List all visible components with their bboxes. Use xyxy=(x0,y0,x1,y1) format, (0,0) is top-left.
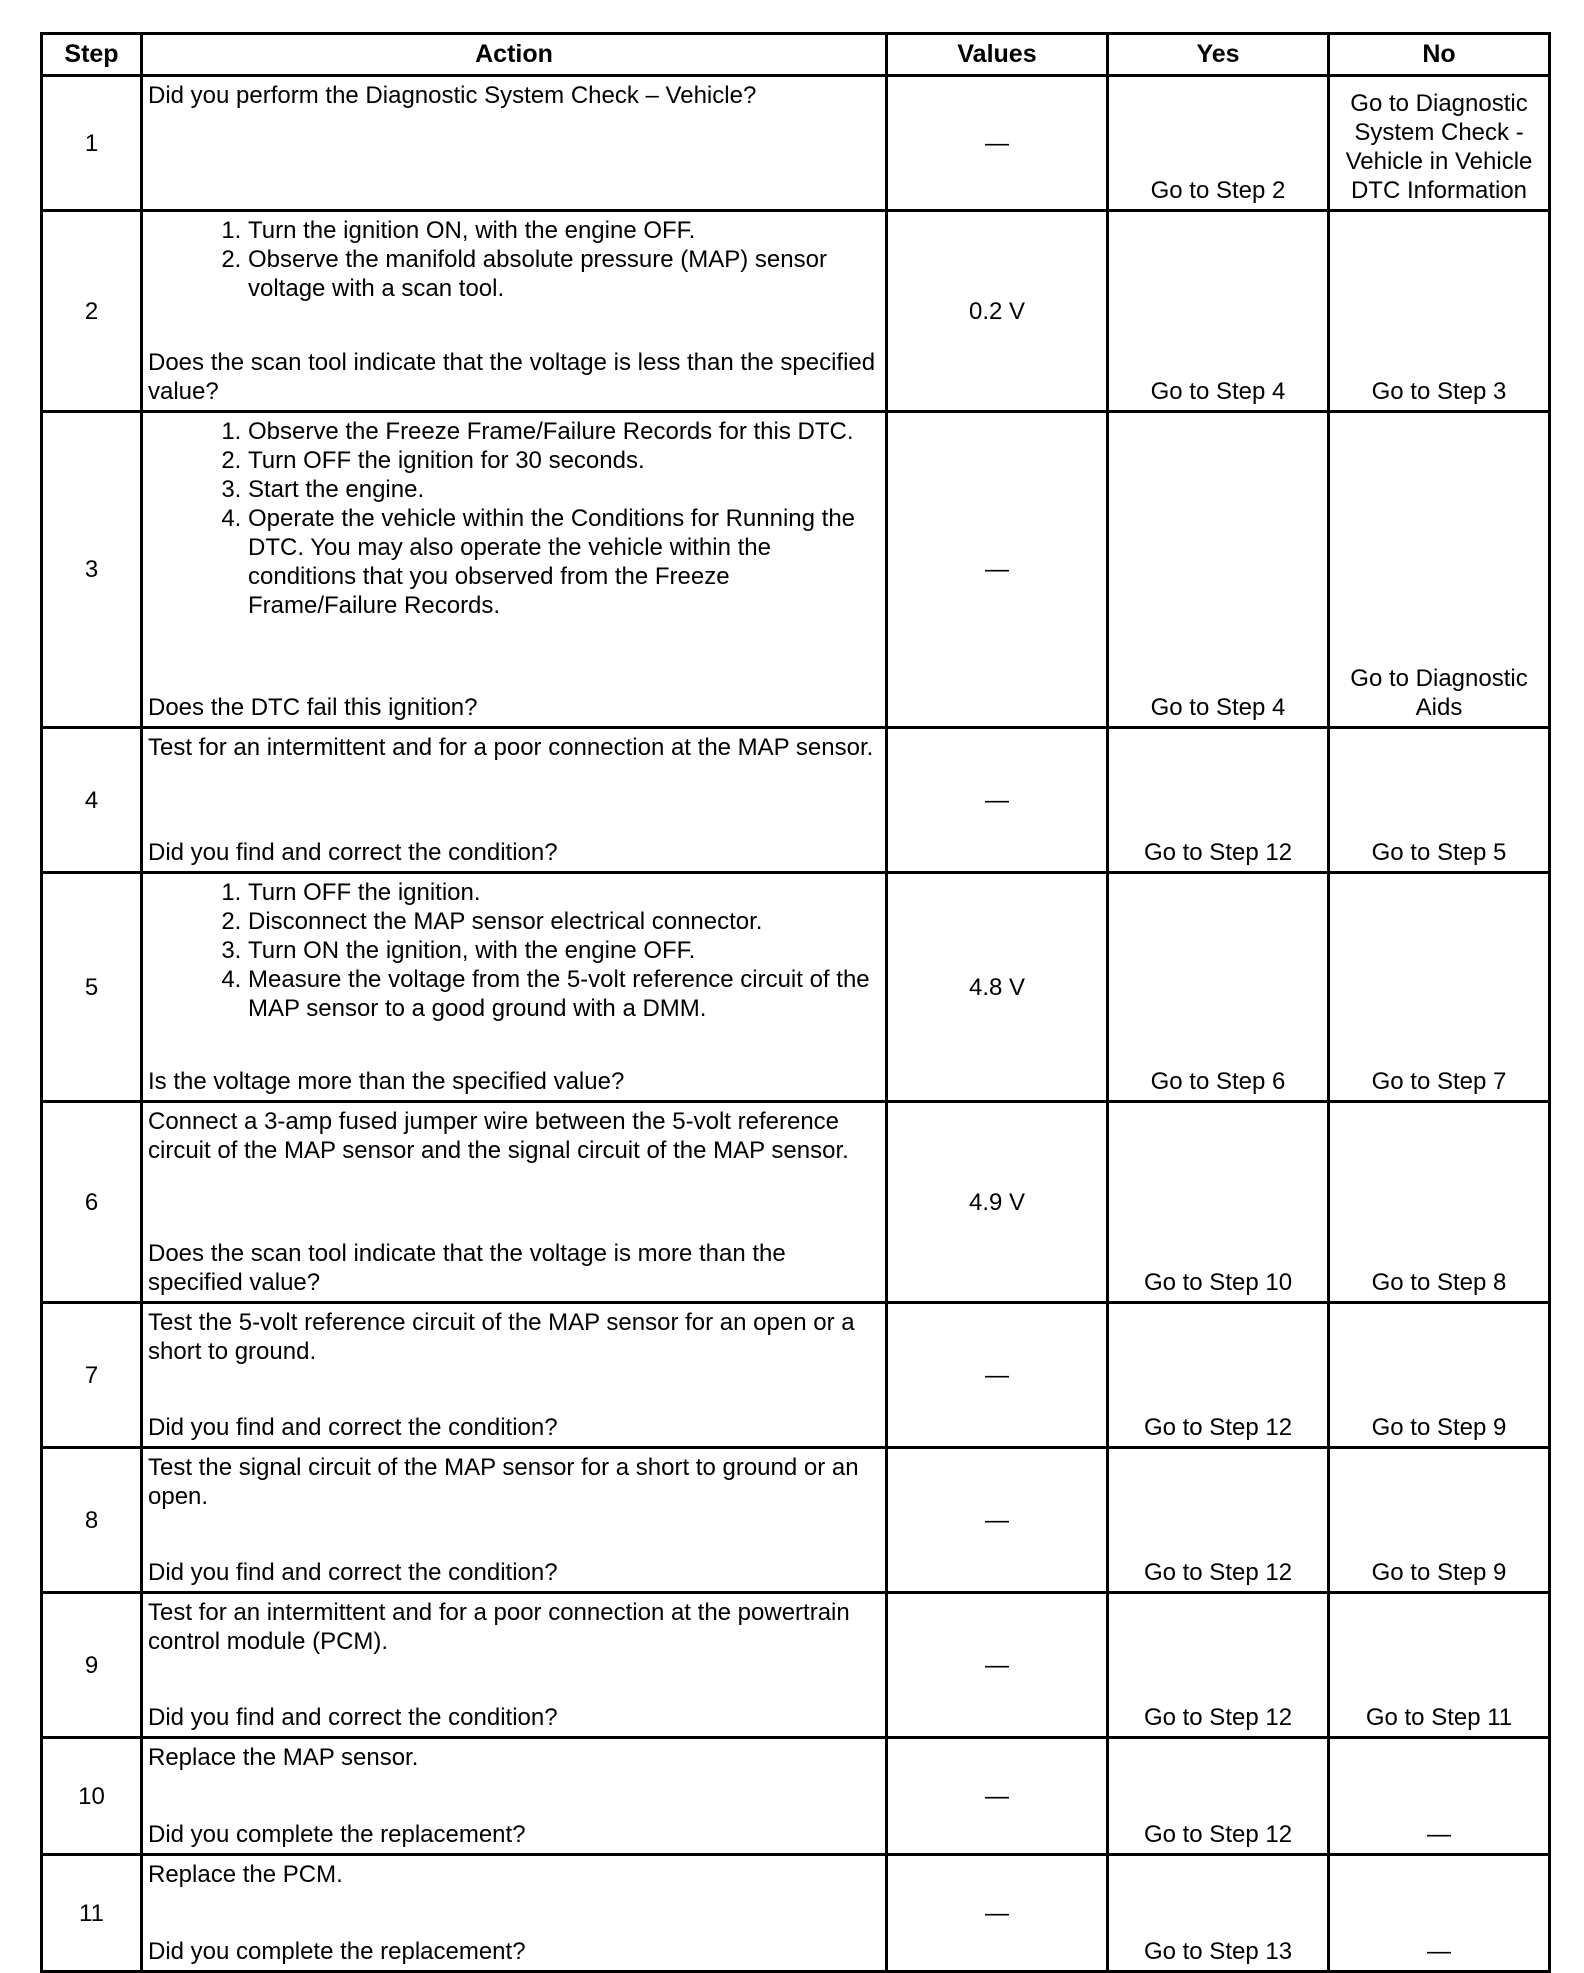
table-row xyxy=(42,1738,1550,1855)
yes-outcome: Go to Step 13 xyxy=(1108,1855,1329,1972)
action-cell xyxy=(142,76,887,211)
action-instructions xyxy=(148,81,879,110)
action-cell xyxy=(142,1593,887,1738)
action-cell xyxy=(142,1303,887,1448)
table-row xyxy=(42,412,1550,728)
action-question: Does the scan tool indicate that the voltage is more than the specified value? xyxy=(148,1240,786,1296)
action-step-item: 3. Start the engine. xyxy=(248,475,879,504)
yes-outcome: Go to Step 12 xyxy=(1108,1738,1329,1855)
specified-value: — xyxy=(887,1593,1108,1738)
action-content xyxy=(148,1107,879,1297)
action-content xyxy=(148,878,879,1096)
no-outcome: Go to Step 3 xyxy=(1329,211,1550,412)
specified-value: — xyxy=(887,1855,1108,1972)
step-number: 9 xyxy=(42,1593,142,1738)
action-step-list xyxy=(148,417,879,620)
no-outcome: — xyxy=(1329,1738,1550,1855)
step-number: 4 xyxy=(42,728,142,873)
no-outcome: Go to Diagnostic System Check - Vehicle in Vehicle DTC Information xyxy=(1329,76,1550,211)
action-cell xyxy=(142,211,887,412)
yes-outcome: Go to Step 12 xyxy=(1108,1303,1329,1448)
step-number: 5 xyxy=(42,873,142,1102)
action-intro-text: Connect a 3-amp fused jumper wire between the 5-volt reference circuit of the MAP sensor and the signal circuit of the MAP sensor. xyxy=(148,1108,849,1164)
action-content xyxy=(148,1453,879,1587)
action-content xyxy=(148,1598,879,1732)
action-content xyxy=(148,1743,879,1849)
action-step-item: 2. Turn OFF the ignition for 30 seconds. xyxy=(248,446,879,475)
action-step-list xyxy=(148,878,879,1023)
specified-value: — xyxy=(887,728,1108,873)
action-step-item: 2. Disconnect the MAP sensor electrical connector. xyxy=(248,907,879,936)
action-question: Does the scan tool indicate that the voltage is less than the specified value? xyxy=(148,349,876,405)
table-row xyxy=(42,728,1550,873)
no-outcome: Go to Step 11 xyxy=(1329,1593,1550,1738)
yes-outcome: Go to Step 12 xyxy=(1108,1448,1329,1593)
yes-outcome: Go to Step 4 xyxy=(1108,211,1329,412)
action-instructions xyxy=(148,1860,879,1889)
step-number: 8 xyxy=(42,1448,142,1593)
specified-value: — xyxy=(887,1448,1108,1593)
action-step-list xyxy=(148,216,879,303)
no-outcome: Go to Step 9 xyxy=(1329,1448,1550,1593)
step-number: 2 xyxy=(42,211,142,412)
header-values: Values xyxy=(887,34,1108,76)
action-cell xyxy=(142,1448,887,1593)
action-content xyxy=(148,1860,879,1966)
table-row xyxy=(42,1102,1550,1303)
action-instructions xyxy=(148,1453,879,1511)
no-outcome: Go to Step 5 xyxy=(1329,728,1550,873)
yes-outcome: Go to Step 6 xyxy=(1108,873,1329,1102)
action-question: Is the voltage more than the specified value? xyxy=(148,1068,625,1095)
action-question: Did you find and correct the condition? xyxy=(148,1414,558,1441)
action-content xyxy=(148,1308,879,1442)
table-row xyxy=(42,873,1550,1102)
action-question: Does the DTC fail this ignition? xyxy=(148,694,478,721)
yes-outcome: Go to Step 12 xyxy=(1108,1593,1329,1738)
action-instructions xyxy=(148,1107,879,1165)
action-step-item: 1. Observe the Freeze Frame/Failure Records for this DTC. xyxy=(248,417,879,446)
table-row xyxy=(42,211,1550,412)
action-instructions xyxy=(148,1743,879,1772)
action-cell xyxy=(142,873,887,1102)
step-number: 11 xyxy=(42,1855,142,1972)
action-intro-text: Test the signal circuit of the MAP sensor for a short to ground or an open. xyxy=(148,1454,859,1510)
step-number: 1 xyxy=(42,76,142,211)
table-row xyxy=(42,1855,1550,1972)
action-step-item: 4. Measure the voltage from the 5-volt reference circuit of the MAP sensor to a good ground with a DMM. xyxy=(248,965,879,1023)
action-intro-text: Test the 5-volt reference circuit of the MAP sensor for an open or a short to ground. xyxy=(148,1309,855,1365)
action-cell xyxy=(142,412,887,728)
action-cell xyxy=(142,1738,887,1855)
diagnostic-steps-table xyxy=(40,32,1551,1973)
action-question: Did you find and correct the condition? xyxy=(148,1704,558,1731)
action-instructions xyxy=(148,878,879,1023)
table-row xyxy=(42,76,1550,211)
no-outcome: Go to Diagnostic Aids xyxy=(1329,412,1550,728)
action-cell xyxy=(142,1855,887,1972)
action-intro-text: Replace the PCM. xyxy=(148,1861,343,1888)
action-instructions xyxy=(148,1598,879,1656)
action-intro-text: Did you perform the Diagnostic System Check – Vehicle? xyxy=(148,82,757,109)
action-question: Did you find and correct the condition? xyxy=(148,839,558,866)
header-no: No xyxy=(1329,34,1550,76)
action-content xyxy=(148,733,879,867)
action-cell xyxy=(142,1102,887,1303)
action-content xyxy=(148,417,879,722)
yes-outcome: Go to Step 2 xyxy=(1108,76,1329,211)
action-intro-text: Replace the MAP sensor. xyxy=(148,1744,419,1771)
table-row xyxy=(42,1593,1550,1738)
action-intro-text: Test for an intermittent and for a poor connection at the powertrain control module (PCM). xyxy=(148,1599,850,1655)
action-instructions xyxy=(148,1308,879,1366)
action-instructions xyxy=(148,216,879,303)
no-outcome: Go to Step 8 xyxy=(1329,1102,1550,1303)
step-number: 6 xyxy=(42,1102,142,1303)
step-number: 7 xyxy=(42,1303,142,1448)
specified-value: 0.2 V xyxy=(887,211,1108,412)
specified-value: — xyxy=(887,412,1108,728)
yes-outcome: Go to Step 10 xyxy=(1108,1102,1329,1303)
step-number: 10 xyxy=(42,1738,142,1855)
specified-value: — xyxy=(887,1738,1108,1855)
action-question: Did you complete the replacement? xyxy=(148,1821,526,1848)
table-header-row xyxy=(42,34,1550,76)
specified-value: 4.9 V xyxy=(887,1102,1108,1303)
no-outcome: Go to Step 9 xyxy=(1329,1303,1550,1448)
action-step-item: 1. Turn the ignition ON, with the engine OFF. xyxy=(248,216,879,245)
action-question: Did you find and correct the condition? xyxy=(148,1559,558,1586)
action-intro-text: Test for an intermittent and for a poor connection at the MAP sensor. xyxy=(148,734,874,761)
action-step-item: 4. Operate the vehicle within the Conditions for Running the DTC. You may also operate the vehicle within the conditions that you observed from the Freeze Frame/Failure Records. xyxy=(248,504,879,620)
action-step-item: 1. Turn OFF the ignition. xyxy=(248,878,879,907)
yes-outcome: Go to Step 4 xyxy=(1108,412,1329,728)
table-row xyxy=(42,1303,1550,1448)
action-content xyxy=(148,81,879,205)
action-content xyxy=(148,216,879,406)
diagnostic-table-sheet xyxy=(40,32,1548,1973)
no-outcome: — xyxy=(1329,1855,1550,1972)
action-instructions xyxy=(148,733,879,762)
step-number: 3 xyxy=(42,412,142,728)
header-action: Action xyxy=(142,34,887,76)
action-cell xyxy=(142,728,887,873)
header-yes: Yes xyxy=(1108,34,1329,76)
table-row xyxy=(42,1448,1550,1593)
action-question: Did you complete the replacement? xyxy=(148,1938,526,1965)
header-step: Step xyxy=(42,34,142,76)
action-step-item: 2. Observe the manifold absolute pressure (MAP) sensor voltage with a scan tool. xyxy=(248,245,879,303)
specified-value: — xyxy=(887,76,1108,211)
specified-value: 4.8 V xyxy=(887,873,1108,1102)
action-instructions xyxy=(148,417,879,620)
action-step-item: 3. Turn ON the ignition, with the engine OFF. xyxy=(248,936,879,965)
specified-value: — xyxy=(887,1303,1108,1448)
no-outcome: Go to Step 7 xyxy=(1329,873,1550,1102)
yes-outcome: Go to Step 12 xyxy=(1108,728,1329,873)
